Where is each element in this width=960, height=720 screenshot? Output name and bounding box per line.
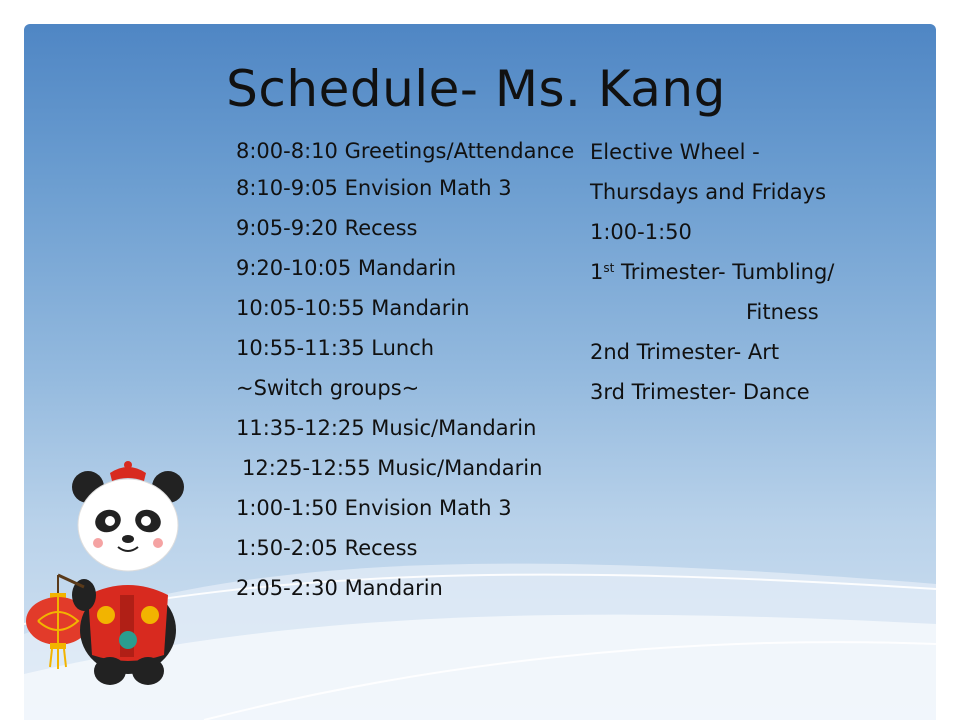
trimester-1-ordinal: st	[603, 261, 615, 275]
schedule-item: 2:05-2:30 Mandarin	[236, 576, 443, 600]
schedule-item: 9:20-10:05 Mandarin	[236, 256, 457, 280]
trimester-1-text: Trimester- Tumbling/	[614, 260, 835, 284]
trimester-1-continued: Fitness	[746, 300, 819, 324]
trimester-1-number: 1	[590, 260, 604, 284]
schedule-item: 11:35-12:25 Music/Mandarin	[236, 416, 537, 440]
trimester-2: 2nd Trimester- Art	[590, 340, 780, 364]
elective-time: 1:00-1:50	[590, 220, 692, 244]
elective-days: Thursdays and Fridays	[590, 180, 827, 204]
schedule-item: 1:50-2:05 Recess	[236, 536, 418, 560]
trimester-1	[590, 252, 936, 292]
schedule-item: 8:10-9:05 Envision Math 3	[236, 176, 512, 200]
daily-schedule-list	[236, 132, 586, 608]
schedule-item: 9:05-9:20 Recess	[236, 216, 418, 240]
schedule-item: 1:00-1:50 Envision Math 3	[236, 496, 512, 520]
slide-title: Schedule- Ms. Kang	[226, 60, 726, 118]
schedule-item: 8:00-8:10 Greetings/Attendance	[236, 139, 575, 163]
trimester-3: 3rd Trimester- Dance	[590, 380, 810, 404]
schedule-item: 10:55-11:35 Lunch	[236, 336, 435, 360]
schedule-item: 10:05-10:55 Mandarin	[236, 296, 470, 320]
elective-heading: Elective Wheel -	[590, 140, 760, 164]
schedule-item: 12:25-12:55 Music/Mandarin	[242, 456, 543, 480]
elective-wheel-list	[590, 132, 936, 412]
schedule-item: ~Switch groups~	[236, 376, 420, 400]
panda-mascot-icon	[18, 455, 198, 690]
